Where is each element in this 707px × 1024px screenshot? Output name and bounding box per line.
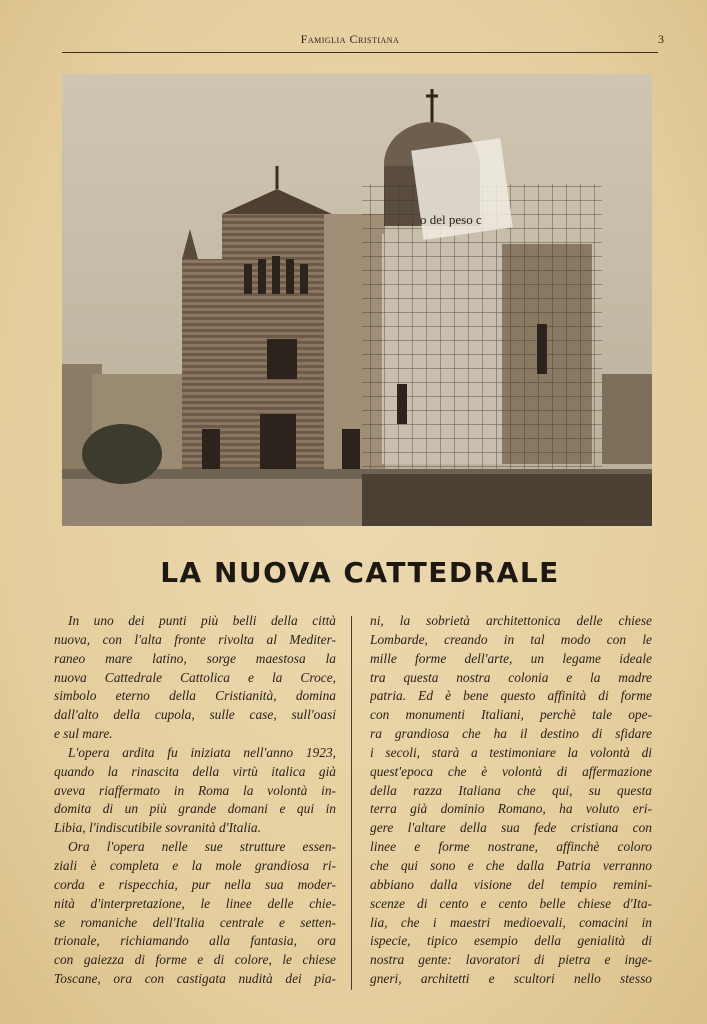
page-number: 3 [658, 32, 664, 46]
text-line: aveva riaffermato in Roma la volontà in- [54, 782, 336, 798]
text-line: Ora l'opera nelle sue strutture essen- [68, 839, 336, 855]
text-line: corda e rispecchia, pur nella sua moder- [54, 876, 336, 892]
text-line: se romaniche dell'Italia centrale e setten- [54, 914, 336, 930]
text-line: della razza Italiana che qui, su questa [370, 782, 652, 798]
text-line: In uno dei punti più belli della città [68, 613, 336, 628]
text-line: con monumenti Italiani, perchè tale ope- [370, 707, 652, 723]
cathedral-illustration [62, 74, 652, 526]
text-line: quando la rinascita della virtù italica già [54, 763, 336, 779]
text-line: nuova, con l'alta fronte rivolta al Mediter- [54, 631, 336, 647]
text-line: i secoli, starà a testimoniare la volontà di [370, 744, 652, 760]
text-line: nuova Cattedrale Cattolica e la Croce, [54, 669, 336, 685]
text-line: terra già dominio Romano, ha voluto eri- [370, 801, 652, 817]
text-line: abbiano dalla visione del tempio remini- [370, 876, 652, 892]
text-line: domita di un più grande domani e qui in [54, 801, 336, 817]
text-line: ra grandiosa che ha il destino di sfidare [370, 726, 652, 742]
text-line: ni, la sobrietà architettonica delle chiese [370, 613, 652, 628]
text-line: dall'alto della cupola, sulle case, sull'oasi [54, 707, 336, 723]
text-line: e sul mare. [54, 726, 113, 742]
article-column-right [370, 612, 652, 989]
text-line: Libia, l'indiscutibile sovranità d'Italia. [54, 820, 261, 836]
article-column-left [54, 612, 336, 989]
text-line: con gaiezza di forme e di colore, le chiese [54, 952, 336, 968]
text-line: lia, che i maestri medioevali, comacini in [370, 914, 652, 930]
text-line: mille forme dell'arte, un legame ideale [370, 650, 652, 666]
text-line: Toscane, ora con castigata nudità dei pia- [54, 971, 336, 987]
text-line: linee e forme nostrane, affinchè coloro [370, 839, 652, 855]
header-rule [62, 52, 658, 53]
text-line: Lombarde, creando in tal modo con le [370, 631, 652, 647]
text-line: tra questa nostra colonia e la madre [370, 669, 652, 685]
article-headline: LA NUOVA CATTEDRALE [160, 556, 560, 589]
text-line: scenze di cento e cento belle chiese d'Ita- [370, 895, 652, 911]
cathedral-photo [62, 74, 652, 526]
text-line: nità d'interpretazione, le linee delle chie- [54, 895, 336, 911]
text-line: gere l'altare della sua fede cristiana con [370, 820, 652, 836]
running-header [0, 32, 707, 50]
text-line: L'opera ardita fu iniziata nell'anno 1923, [68, 744, 336, 760]
text-line: ispecie, tipico esempio della genialità di [370, 933, 652, 949]
running-title: Famiglia Cristiana [300, 32, 400, 46]
text-line: ziali è completa e la mole grandiosa ri- [54, 857, 336, 873]
column-divider [351, 616, 352, 990]
text-line: trionale, richiamando alla fantasia, ora [54, 933, 336, 949]
text-line: gneri, architetti e scultori nello stesso [370, 971, 652, 987]
text-line: che qui sono e che dalla Patria verranno [370, 857, 652, 873]
text-line: quest'epoca che è volontà di affermazione [370, 763, 652, 779]
text-line: patria. Ed è bene questo affinità di forme [370, 688, 652, 704]
torn-paper-label: o del peso c [420, 212, 482, 227]
text-line: nostra gente: lavoratori di pietra e inge- [370, 952, 652, 968]
text-line: raneo mare latino, sorge maestosa la [54, 650, 336, 666]
text-line: simbolo eterno della Cristianità, domina [54, 688, 336, 704]
